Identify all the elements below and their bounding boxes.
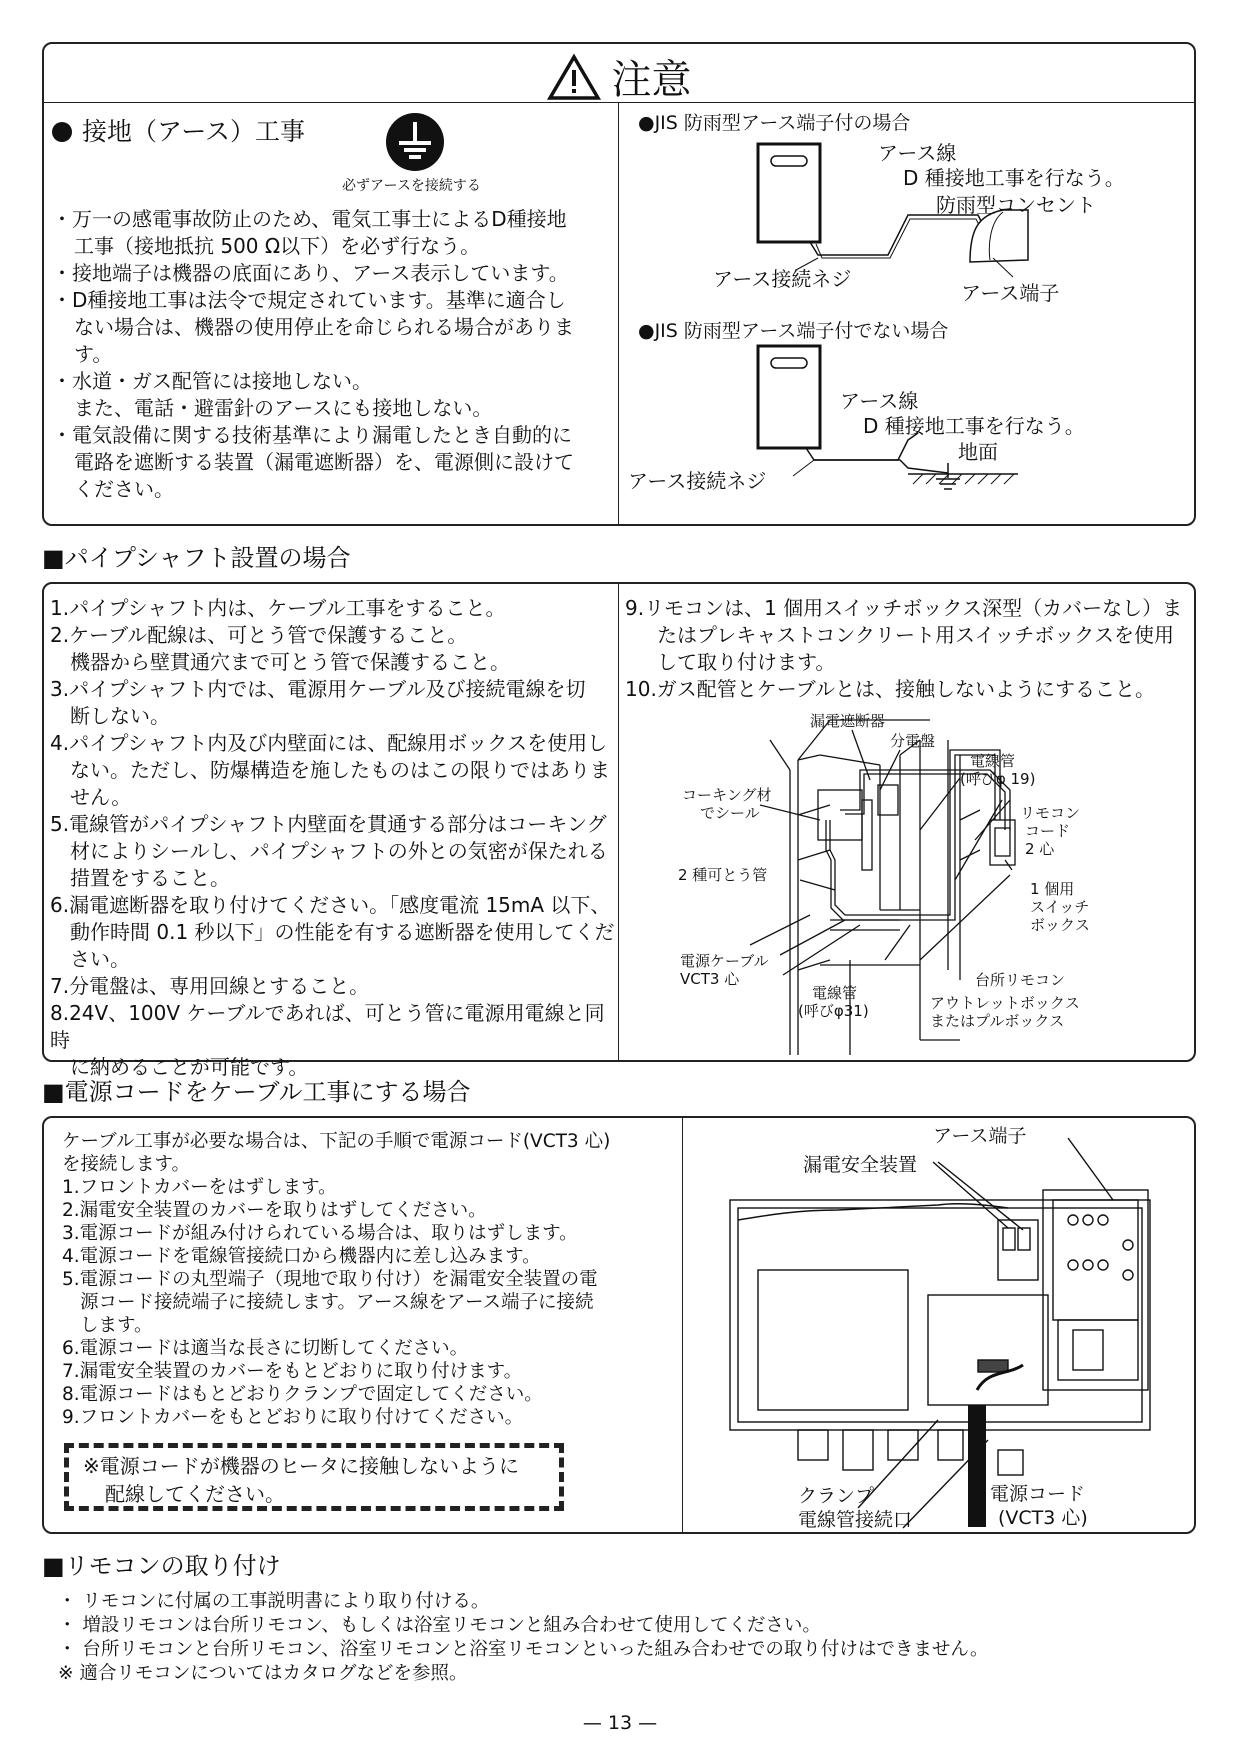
- list-item: ・電気設備に関する技術基準により漏電したとき自動的に 電路を遮断する装置（漏電遮断器）を、電源側に設けて ください。: [52, 423, 574, 501]
- list-item: ・水道・ガス配管には接地しない。 また、電話・避雷針のアースにも接地しない。: [52, 369, 493, 420]
- list-item: 10.ガス配管とケーブルとは、接触しないようにすること。: [625, 677, 1156, 701]
- page-number: — 13 —: [582, 1712, 658, 1734]
- pipe-shaft-right-list: [625, 595, 1190, 703]
- caution-title: 注意: [611, 57, 692, 103]
- diagram-leakage-breaker-label: 漏電遮断器: [810, 712, 886, 730]
- cable-work-note-box: ※電源コードが機器のヒータに接触しないように 配線してください。: [64, 1443, 564, 1511]
- diagram-caulking-label: コーキング材: [682, 786, 772, 804]
- diagram-remote-cord-core-label: 2 心: [1025, 840, 1055, 858]
- diagram-remote-cord-label-2: コード: [1025, 822, 1071, 840]
- pipe-shaft-divider: [618, 583, 619, 1061]
- list-item: 5.電線管がパイプシャフト内壁面を貫通する部分はコーキング 材によりシールし、パイプシャフトの外との気密が保たれる 措置をすること。: [50, 812, 608, 890]
- diagram-conduit-19-size-label: (呼びφ 19): [960, 770, 1036, 788]
- ground-icon-caption: 必ずアースを接続する: [342, 178, 481, 194]
- list-item: ・ リモコンに付属の工事説明書により取り付ける。: [58, 1591, 490, 1612]
- remote-lines: [58, 1590, 1198, 1686]
- jis-with-terminal-label: アース端子: [961, 281, 1060, 305]
- jis-with-diagram: [618, 130, 1178, 330]
- list-item: ・接地端子は機器の底面にあり、アース表示しています。: [52, 261, 569, 285]
- earth-bullets: [52, 206, 612, 503]
- diagram-power-cord-label: 電源コード: [990, 1483, 1086, 1505]
- list-item: 8.電源コードはもとどおりクランプで固定してください。: [62, 1384, 543, 1405]
- cable-work-diagram: [688, 1120, 1193, 1530]
- jis-without-earth-wire-label: アース線: [840, 389, 919, 413]
- diagram-remote-cord-label: リモコン: [1020, 804, 1081, 822]
- list-item: 6.電源コードは適当な長さに切断してください。: [62, 1338, 469, 1359]
- jis-with-d-work-label: D 種接地工事を行なう。: [903, 166, 1125, 190]
- list-item: 9.フロントカバーをもとどおりに取り付けてください。: [62, 1407, 524, 1428]
- list-item: 1.フロントカバーをはずします。: [62, 1177, 337, 1198]
- jis-with-earth-wire-label: アース線: [878, 141, 957, 165]
- jis-without-heading: ●JIS 防雨型アース端子付でない場合: [638, 320, 949, 342]
- diagram-switch-box-label-3: ボックス: [1030, 916, 1090, 934]
- remote-title: ■リモコンの取り付け: [42, 1552, 281, 1580]
- caution-header: [0, 48, 1240, 105]
- earth-heading: 接地（アース）工事: [52, 112, 305, 148]
- list-item: 1.パイプシャフト内は、ケーブル工事をすること。: [50, 596, 506, 620]
- jis-with-outlet-label: 防雨型コンセント: [936, 193, 1096, 217]
- diagram-power-cable-core-label: VCT3 心: [680, 970, 740, 988]
- diagram-conduit-31-label: 電線管: [812, 984, 858, 1002]
- pipe-shaft-diagram: [630, 710, 1190, 1060]
- list-item: 8.24V、100V ケーブルであれば、可とう管に電源用電線と同時 に納めることが可能です。: [50, 1001, 605, 1079]
- bullet-dot-icon: [52, 122, 72, 142]
- diagram-flex-conduit-label: 2 種可とう管: [678, 866, 768, 884]
- list-item: ・D種接地工事は法令で規定されています。基準に適合し ない場合は、機器の使用停止を命じられる場合がありま す。: [52, 288, 574, 366]
- pipe-shaft-left-list: [50, 595, 615, 1081]
- diagram-clamp-label: クランプ: [798, 1485, 875, 1507]
- jis-without-diagram: [618, 338, 1178, 518]
- diagram-conduit-31-size-label: (呼びφ31): [798, 1002, 869, 1020]
- cable-work-divider: [682, 1117, 683, 1533]
- list-item: 3.電源コードが組み付けられている場合は、取りはずします。: [62, 1223, 578, 1244]
- diagram-switch-box-label: 1 個用: [1030, 880, 1075, 898]
- list-item: 7.漏電安全装置のカバーをもとどおりに取り付けます。: [62, 1361, 523, 1382]
- diagram-conduit-19-label: 電線管: [970, 752, 1016, 770]
- diagram-panel-label: 分電盤: [890, 732, 936, 750]
- list-item: 4.電源コードを電線管接続口から機器内に差し込みます。: [62, 1246, 541, 1267]
- diagram-power-cord-spec-label: (VCT3 心): [998, 1507, 1088, 1529]
- list-item: 2.ケーブル配線は、可とう管で保護すること。 機器から壁貫通穴まで可とう管で保護すること。: [50, 623, 510, 674]
- diagram-caulking-seal-label: でシール: [700, 804, 760, 822]
- ground-mandatory-icon: [385, 112, 445, 172]
- diagram-conduit-port-label: 電線管接続口: [798, 1509, 913, 1531]
- diagram-leakage-device-label: 漏電安全装置: [803, 1154, 918, 1176]
- list-item: 7.分電盤は、専用回線とすること。: [50, 974, 370, 998]
- list-item: ※ 適合リモコンについてはカタログなどを参照。: [58, 1663, 468, 1684]
- list-item: ・ 増設リモコンは台所リモコン、もしくは浴室リモコンと組み合わせて使用してください。: [58, 1615, 821, 1636]
- list-item: 3.パイプシャフト内では、電源用ケーブル及び接続電線を切 断しない。: [50, 677, 586, 728]
- list-item: 6.漏電遮断器を取り付けてください。「感度電流 15mA 以下、 動作時間 0.1 秒以下」の性能を有する遮断器を使用してくだ さい。: [50, 893, 615, 971]
- pipe-shaft-title: ■パイプシャフト設置の場合: [42, 544, 351, 572]
- list-item: 9.リモコンは、1 個用スイッチボックス深型（カバーなし）ま たはプレキャストコンクリート用スイッチボックスを使用 して取り付けます。: [625, 596, 1183, 674]
- list-item: ・ 台所リモコンと台所リモコン、浴室リモコンと浴室リモコンといった組み合わせでの取り付けはできません。: [58, 1639, 989, 1660]
- diagram-kitchen-remote-label: 台所リモコン: [975, 971, 1066, 989]
- diagram-switch-box-label-2: スイッチ: [1030, 898, 1090, 916]
- cable-work-text: [62, 1130, 677, 1429]
- jis-with-heading: ●JIS 防雨型アース端子付の場合: [638, 112, 911, 134]
- jis-without-d-work-label: D 種接地工事を行なう。: [863, 414, 1085, 438]
- list-item: 2.漏電安全装置のカバーを取りはずしてください。: [62, 1200, 487, 1221]
- jis-with-screw-label: アース接続ネジ: [713, 267, 852, 291]
- diagram-power-cable-label: 電源ケーブル: [680, 952, 769, 970]
- cable-work-title: ■電源コードをケーブル工事にする場合: [42, 1078, 471, 1106]
- list-item: ・万一の感電事故防止のため、電気工事士によるD種接地 工事（接地抵抗 500 Ω以下）を必ず行なう。: [52, 207, 567, 258]
- jis-without-screw-label: アース接続ネジ: [628, 469, 767, 493]
- diagram-outlet-box-label: アウトレットボックス: [930, 994, 1080, 1012]
- cable-work-intro: ケーブル工事が必要な場合は、下記の手順で電源コード(VCT3 心) を接続します。: [62, 1131, 611, 1175]
- warning-triangle-icon: [548, 54, 600, 100]
- jis-without-ground-label: 地面: [958, 440, 998, 464]
- list-item: 4.パイプシャフト内及び内壁面には、配線用ボックスを使用し ない。ただし、防爆構造を施したものはこの限りではありま せん。: [50, 731, 610, 809]
- diagram-earth-terminal-label: アース端子: [933, 1125, 1027, 1147]
- list-item: 5.電源コードの丸型端子（現地で取り付け）を漏電安全装置の電 源コード接続端子に接続します。アース線をアース端子に接続 します。: [62, 1269, 598, 1336]
- diagram-pull-box-label: またはプルボックス: [930, 1012, 1065, 1030]
